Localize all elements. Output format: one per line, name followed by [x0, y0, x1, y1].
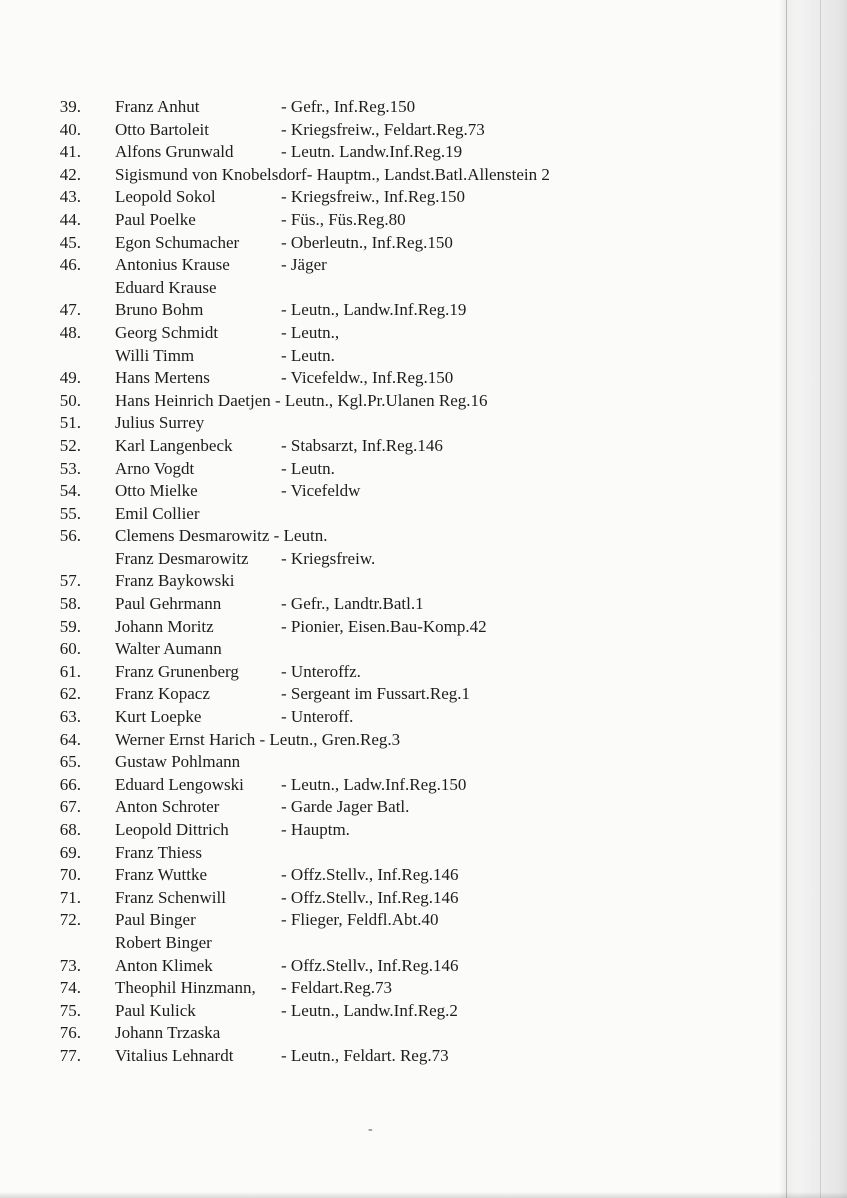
- entry-name: Franz Thiess: [115, 842, 203, 862]
- entry-name: Antonius Krause: [115, 255, 230, 275]
- list-item: [0, 390, 780, 413]
- entry-name: Julius Surrey: [115, 413, 205, 433]
- entry-rank-unit: - Unteroffz.: [281, 661, 361, 681]
- list-item: [0, 955, 780, 978]
- entry-number: 45.: [59, 232, 81, 252]
- footer-mark: -: [368, 1122, 373, 1137]
- entry-name: Franz Anhut: [115, 97, 200, 116]
- list-item: [0, 661, 780, 684]
- list-item: [0, 119, 780, 142]
- entry-name: Franz Wuttke: [115, 865, 208, 885]
- page-fold-line: [786, 0, 787, 1198]
- list-item: [0, 932, 780, 955]
- entry-rank-unit: - Leutn., Landw.Inf.Reg.2: [281, 1000, 458, 1020]
- entry-name: Gustaw Pohlmann: [115, 752, 241, 772]
- entry-number: 48.: [59, 322, 81, 342]
- entry-number: 47.: [59, 300, 81, 320]
- entry-name: Karl Langenbeck: [115, 435, 233, 455]
- list-item: [0, 570, 780, 593]
- entry-number: 49.: [59, 368, 81, 388]
- entry-number: 60.: [59, 639, 81, 659]
- entry-rank-unit: - Leutn.: [281, 345, 335, 365]
- entry-number: 76.: [59, 1023, 81, 1043]
- list-item: [0, 864, 780, 887]
- list-item: [0, 1022, 780, 1045]
- entry-rank-unit: - Sergeant im Fussart.Reg.1: [281, 684, 471, 704]
- entry-name: Robert Binger: [115, 932, 212, 952]
- entry-rank-unit: - Offz.Stellv., Inf.Reg.146: [281, 955, 459, 975]
- entry-rank-unit: - Stabsarzt, Inf.Reg.146: [281, 435, 443, 455]
- list-item: [0, 254, 780, 277]
- list-item: [0, 232, 780, 255]
- list-item: [0, 367, 780, 390]
- entry-rank-unit: - Feldart.Reg.73: [281, 978, 392, 998]
- list-item: [0, 729, 780, 752]
- list-item: [0, 164, 780, 187]
- list-item: [0, 548, 780, 571]
- entry-name: Georg Schmidt: [115, 322, 219, 342]
- entry-number: 74.: [59, 978, 81, 998]
- entry-number: 42.: [59, 164, 81, 184]
- list-item: [0, 751, 780, 774]
- list-item: [0, 842, 780, 865]
- entry-rank-unit: - Offz.Stellv., Inf.Reg.146: [281, 865, 459, 885]
- entry-number: 40.: [59, 119, 81, 139]
- entry-number: 59.: [59, 616, 81, 636]
- entry-text: Werner Ernst Harich - Leutn., Gren.Reg.3: [115, 729, 401, 749]
- entry-name: Vitalius Lehnardt: [115, 1045, 234, 1065]
- entry-rank-unit: - Oberleutn., Inf.Reg.150: [281, 232, 453, 252]
- list-item: [0, 1000, 780, 1023]
- entry-number: 52.: [59, 435, 81, 455]
- entry-number: 62.: [59, 684, 81, 704]
- list-item: [0, 458, 780, 481]
- entry-number: 50.: [59, 390, 81, 410]
- list-item: [0, 819, 780, 842]
- page-fold-line-outer: [820, 0, 821, 1198]
- entry-name: Paul Poelke: [115, 209, 196, 229]
- entry-number: 57.: [59, 571, 81, 591]
- entry-number: 71.: [59, 887, 81, 907]
- page-curl-edge: [779, 0, 847, 1198]
- list-item: [0, 977, 780, 1000]
- list-item: [0, 503, 780, 526]
- list-item: [0, 638, 780, 661]
- entry-name: Bruno Bohm: [115, 300, 204, 320]
- entry-number: 56.: [59, 526, 81, 546]
- entry-name: Anton Klimek: [115, 955, 213, 975]
- entry-rank-unit: - Gefr., Inf.Reg.150: [281, 97, 416, 116]
- entry-rank-unit: - Offz.Stellv., Inf.Reg.146: [281, 887, 459, 907]
- list-item: [0, 796, 780, 819]
- entry-number: 65.: [59, 752, 81, 772]
- list-item: [0, 277, 780, 300]
- entry-name: Emil Collier: [115, 503, 200, 523]
- entry-name: Hans Mertens: [115, 368, 210, 388]
- entry-name: Leopold Dittrich: [115, 820, 229, 839]
- entry-name: Franz Desmarowitz: [115, 548, 249, 568]
- entry-rank-unit: - Garde Jager Batl.: [281, 797, 410, 817]
- entry-number: 77.: [59, 1045, 81, 1065]
- entry-rank-unit: - Vicefeldw: [281, 481, 361, 501]
- list-item: [0, 186, 780, 209]
- roster-list: [0, 96, 780, 1068]
- entry-rank-unit: - Jäger: [281, 255, 327, 275]
- entry-name: Otto Bartoleit: [115, 119, 209, 139]
- entry-name: Paul Binger: [115, 910, 196, 930]
- list-item: [0, 706, 780, 729]
- entry-number: 39.: [59, 97, 81, 116]
- entry-name: Walter Aumann: [115, 639, 222, 659]
- entry-rank-unit: - Unteroff.: [281, 707, 354, 727]
- list-item: [0, 299, 780, 322]
- entry-number: 53.: [59, 458, 81, 478]
- entry-name: Eduard Krause: [115, 277, 217, 297]
- entry-rank-unit: - Leutn., Landw.Inf.Reg.19: [281, 300, 467, 320]
- entry-number: 43.: [59, 187, 81, 207]
- entry-name: Leopold Sokol: [115, 187, 216, 207]
- entry-name: Franz Kopacz: [115, 684, 210, 704]
- entry-rank-unit: - Leutn.,: [281, 322, 340, 342]
- list-item: [0, 480, 780, 503]
- list-item: [0, 683, 780, 706]
- entry-number: 73.: [59, 955, 81, 975]
- entry-text: Hans Heinrich Daetjen - Leutn., Kgl.Pr.Ulanen Reg.16: [115, 390, 488, 410]
- entry-name: Otto Mielke: [115, 481, 198, 501]
- list-item: [0, 322, 780, 345]
- entry-number: 64.: [59, 729, 81, 749]
- entry-number: 63.: [59, 707, 81, 727]
- entry-name: Franz Baykowski: [115, 571, 235, 591]
- entry-number: 58.: [59, 594, 81, 614]
- entry-name: Alfons Grunwald: [115, 142, 234, 162]
- entry-number: 51.: [59, 413, 81, 433]
- list-item: [0, 435, 780, 458]
- entry-number: 69.: [59, 842, 81, 862]
- entry-number: 67.: [59, 797, 81, 817]
- list-item: [0, 345, 780, 368]
- list-item: [0, 412, 780, 435]
- entry-rank-unit: - Füs., Füs.Reg.80: [281, 209, 406, 229]
- list-item: [0, 209, 780, 232]
- entry-number: 70.: [59, 865, 81, 885]
- entry-text: Sigismund von Knobelsdorf- Hauptm., Landst.Batl.Allenstein 2: [115, 164, 550, 184]
- list-item: [0, 96, 780, 119]
- entry-name: Franz Grunenberg: [115, 661, 239, 681]
- entry-number: 46.: [59, 255, 81, 275]
- page-bottom-shadow: [0, 1192, 847, 1198]
- entry-name: Paul Gehrmann: [115, 594, 222, 614]
- entry-rank-unit: - Pionier, Eisen.Bau-Komp.42: [281, 616, 487, 636]
- entry-rank-unit: - Leutn., Feldart. Reg.73: [281, 1045, 449, 1065]
- entry-number: 55.: [59, 503, 81, 523]
- entry-name: Kurt Loepke: [115, 707, 202, 727]
- entry-text: Clemens Desmarowitz - Leutn.: [115, 526, 328, 546]
- entry-rank-unit: - Vicefeldw., Inf.Reg.150: [281, 368, 454, 388]
- entry-number: 72.: [59, 910, 81, 930]
- list-item: [0, 593, 780, 616]
- entry-rank-unit: - Leutn.: [281, 458, 335, 478]
- entry-number: 66.: [59, 774, 81, 794]
- entry-name: Arno Vogdt: [115, 458, 195, 478]
- list-item: [0, 525, 780, 548]
- entry-name: Theophil Hinzmann,: [115, 978, 256, 998]
- entry-name: Willi Timm: [115, 345, 195, 365]
- entry-rank-unit: - Leutn. Landw.Inf.Reg.19: [281, 142, 463, 162]
- entry-name: Egon Schumacher: [115, 232, 240, 252]
- entry-name: Johann Trzaska: [115, 1023, 221, 1043]
- entry-name: Paul Kulick: [115, 1000, 196, 1020]
- list-item: [0, 909, 780, 932]
- entry-number: 44.: [59, 209, 81, 229]
- entry-rank-unit: - Kriegsfreiw., Feldart.Reg.73: [281, 119, 485, 139]
- entry-rank-unit: - Leutn., Ladw.Inf.Reg.150: [281, 774, 467, 794]
- entry-number: 75.: [59, 1000, 81, 1020]
- list-item: [0, 141, 780, 164]
- entry-number: 68.: [59, 820, 81, 839]
- entry-name: Johann Moritz: [115, 616, 214, 636]
- entry-number: 54.: [59, 481, 81, 501]
- entry-name: Eduard Lengowski: [115, 774, 244, 794]
- list-item: [0, 887, 780, 910]
- entry-name: Anton Schroter: [115, 797, 220, 817]
- entry-rank-unit: - Hauptm.: [281, 820, 350, 839]
- entry-number: 41.: [59, 142, 81, 162]
- entry-rank-unit: - Gefr., Landtr.Batl.1: [281, 594, 424, 614]
- list-item: [0, 774, 780, 797]
- entry-name: Franz Schenwill: [115, 887, 226, 907]
- entry-rank-unit: - Kriegsfreiw.: [281, 548, 376, 568]
- entry-rank-unit: - Flieger, Feldfl.Abt.40: [281, 910, 439, 930]
- list-item: [0, 1045, 780, 1068]
- entry-number: 61.: [59, 661, 81, 681]
- entry-rank-unit: - Kriegsfreiw., Inf.Reg.150: [281, 187, 465, 207]
- list-item: [0, 616, 780, 639]
